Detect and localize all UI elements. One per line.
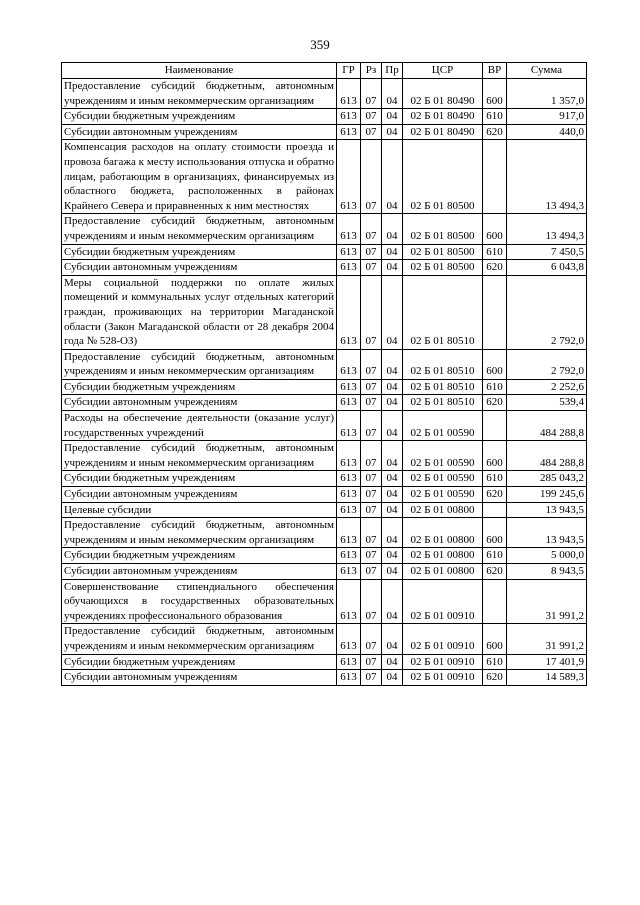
table-row xyxy=(62,548,587,564)
table-row xyxy=(62,79,587,109)
table-row xyxy=(62,654,587,670)
cell-name: Субсидии автономным учреждениям xyxy=(62,670,337,686)
table-row xyxy=(62,564,587,580)
cell-rz: 07 xyxy=(361,624,382,654)
cell-gr: 613 xyxy=(337,518,361,548)
cell-vr: 620 xyxy=(483,260,507,276)
cell-sum: 17 401,9 xyxy=(507,654,587,670)
cell-csr: 02 Б 01 00910 xyxy=(403,624,483,654)
cell-csr: 02 Б 01 00800 xyxy=(403,564,483,580)
cell-sum: 539,4 xyxy=(507,395,587,411)
cell-csr: 02 Б 01 00590 xyxy=(403,487,483,503)
header-csr: ЦСР xyxy=(403,63,483,79)
cell-vr xyxy=(483,502,507,518)
cell-pr: 04 xyxy=(382,244,403,260)
cell-pr: 04 xyxy=(382,379,403,395)
cell-pr: 04 xyxy=(382,441,403,471)
table-row xyxy=(62,487,587,503)
cell-csr: 02 Б 01 80510 xyxy=(403,395,483,411)
cell-gr: 613 xyxy=(337,214,361,244)
cell-name: Предоставление субсидий бюджетным, автономным учреждениям и иным некоммерческим организациям xyxy=(62,349,337,379)
cell-vr: 600 xyxy=(483,79,507,109)
cell-csr: 02 Б 01 80490 xyxy=(403,79,483,109)
cell-name: Предоставление субсидий бюджетным, автономным учреждениям и иным некоммерческим организациям xyxy=(62,624,337,654)
cell-name: Предоставление субсидий бюджетным, автономным учреждениям и иным некоммерческим организациям xyxy=(62,518,337,548)
cell-gr: 613 xyxy=(337,502,361,518)
cell-sum: 31 991,2 xyxy=(507,624,587,654)
cell-sum: 2 792,0 xyxy=(507,349,587,379)
cell-name: Расходы на обеспечение деятельности (оказание услуг) государственных учреждений xyxy=(62,411,337,441)
cell-csr: 02 Б 01 80500 xyxy=(403,260,483,276)
cell-pr: 04 xyxy=(382,654,403,670)
header-sum: Сумма xyxy=(507,63,587,79)
table-row xyxy=(62,275,587,349)
cell-sum: 8 943,5 xyxy=(507,564,587,580)
page-number: 359 xyxy=(310,37,330,52)
cell-rz: 07 xyxy=(361,441,382,471)
cell-rz: 07 xyxy=(361,379,382,395)
cell-pr: 04 xyxy=(382,518,403,548)
table-row xyxy=(62,395,587,411)
cell-vr: 610 xyxy=(483,379,507,395)
cell-rz: 07 xyxy=(361,244,382,260)
cell-pr: 04 xyxy=(382,487,403,503)
cell-gr: 613 xyxy=(337,624,361,654)
cell-gr: 613 xyxy=(337,441,361,471)
cell-vr: 600 xyxy=(483,441,507,471)
cell-csr: 02 Б 01 00910 xyxy=(403,670,483,686)
cell-gr: 613 xyxy=(337,379,361,395)
cell-rz: 07 xyxy=(361,124,382,140)
cell-sum: 13 943,5 xyxy=(507,518,587,548)
cell-pr: 04 xyxy=(382,670,403,686)
cell-csr: 02 Б 01 00910 xyxy=(403,654,483,670)
cell-pr: 04 xyxy=(382,79,403,109)
cell-csr: 02 Б 01 00590 xyxy=(403,471,483,487)
cell-name: Предоставление субсидий бюджетным, автономным учреждениям и иным некоммерческим организациям xyxy=(62,441,337,471)
table-row xyxy=(62,124,587,140)
cell-gr: 613 xyxy=(337,124,361,140)
cell-pr: 04 xyxy=(382,471,403,487)
cell-name: Меры социальной поддержки по оплате жилых помещений и коммунальных услуг отдельных категорий граждан, проживающих на территории Магаданской области (Закон Магаданской области от 28 декабря 2004 года № 528-ОЗ) xyxy=(62,275,337,349)
cell-sum: 7 450,5 xyxy=(507,244,587,260)
cell-gr: 613 xyxy=(337,349,361,379)
cell-name: Субсидии автономным учреждениям xyxy=(62,564,337,580)
cell-csr: 02 Б 01 80500 xyxy=(403,244,483,260)
table-row xyxy=(62,624,587,654)
table-row xyxy=(62,579,587,624)
cell-sum: 917,0 xyxy=(507,109,587,125)
header-name: Наименование xyxy=(62,63,337,79)
cell-gr: 613 xyxy=(337,471,361,487)
cell-pr: 04 xyxy=(382,624,403,654)
cell-vr: 620 xyxy=(483,124,507,140)
cell-csr: 02 Б 01 80490 xyxy=(403,124,483,140)
cell-sum: 5 000,0 xyxy=(507,548,587,564)
cell-rz: 07 xyxy=(361,275,382,349)
cell-name: Совершенствование стипендиального обеспечения обучающихся в государственных образовательных учреждениях профессионального образования xyxy=(62,579,337,624)
cell-sum: 31 991,2 xyxy=(507,579,587,624)
table-row xyxy=(62,441,587,471)
cell-csr: 02 Б 01 00800 xyxy=(403,502,483,518)
cell-name: Предоставление субсидий бюджетным, автономным учреждениям и иным некоммерческим организациям xyxy=(62,214,337,244)
header-vr: ВР xyxy=(483,63,507,79)
cell-pr: 04 xyxy=(382,214,403,244)
cell-vr xyxy=(483,275,507,349)
cell-name: Субсидии бюджетным учреждениям xyxy=(62,654,337,670)
cell-vr xyxy=(483,140,507,214)
table-body xyxy=(62,79,587,686)
cell-sum: 13 943,5 xyxy=(507,502,587,518)
table-row xyxy=(62,140,587,214)
cell-vr: 610 xyxy=(483,471,507,487)
cell-name: Субсидии бюджетным учреждениям xyxy=(62,471,337,487)
cell-rz: 07 xyxy=(361,411,382,441)
cell-rz: 07 xyxy=(361,140,382,214)
cell-vr: 600 xyxy=(483,518,507,548)
cell-vr: 600 xyxy=(483,214,507,244)
cell-vr: 600 xyxy=(483,349,507,379)
cell-name: Субсидии бюджетным учреждениям xyxy=(62,548,337,564)
cell-csr: 02 Б 01 00800 xyxy=(403,548,483,564)
header-gr: ГР xyxy=(337,63,361,79)
table-header-row xyxy=(62,63,587,79)
cell-vr xyxy=(483,411,507,441)
cell-vr: 610 xyxy=(483,654,507,670)
cell-rz: 07 xyxy=(361,502,382,518)
cell-csr: 02 Б 01 00590 xyxy=(403,441,483,471)
header-pr: Пр xyxy=(382,63,403,79)
cell-pr: 04 xyxy=(382,109,403,125)
cell-pr: 04 xyxy=(382,275,403,349)
table-row xyxy=(62,214,587,244)
cell-name: Субсидии автономным учреждениям xyxy=(62,487,337,503)
cell-name: Субсидии бюджетным учреждениям xyxy=(62,109,337,125)
cell-gr: 613 xyxy=(337,579,361,624)
cell-sum: 484 288,8 xyxy=(507,441,587,471)
cell-gr: 613 xyxy=(337,548,361,564)
cell-pr: 04 xyxy=(382,411,403,441)
cell-pr: 04 xyxy=(382,349,403,379)
cell-sum: 1 357,0 xyxy=(507,79,587,109)
cell-name: Целевые субсидии xyxy=(62,502,337,518)
table-row xyxy=(62,244,587,260)
cell-sum: 484 288,8 xyxy=(507,411,587,441)
cell-vr: 620 xyxy=(483,487,507,503)
cell-rz: 07 xyxy=(361,349,382,379)
cell-vr: 610 xyxy=(483,109,507,125)
cell-pr: 04 xyxy=(382,564,403,580)
cell-csr: 02 Б 01 80510 xyxy=(403,349,483,379)
cell-gr: 613 xyxy=(337,670,361,686)
cell-gr: 613 xyxy=(337,109,361,125)
table-row xyxy=(62,379,587,395)
cell-gr: 613 xyxy=(337,411,361,441)
cell-gr: 613 xyxy=(337,395,361,411)
cell-rz: 07 xyxy=(361,109,382,125)
cell-gr: 613 xyxy=(337,275,361,349)
cell-rz: 07 xyxy=(361,654,382,670)
cell-gr: 613 xyxy=(337,654,361,670)
cell-rz: 07 xyxy=(361,670,382,686)
cell-pr: 04 xyxy=(382,260,403,276)
cell-name: Субсидии автономным учреждениям xyxy=(62,124,337,140)
cell-sum: 199 245,6 xyxy=(507,487,587,503)
cell-vr xyxy=(483,579,507,624)
cell-rz: 07 xyxy=(361,260,382,276)
budget-table xyxy=(61,62,587,686)
cell-rz: 07 xyxy=(361,395,382,411)
table-row xyxy=(62,502,587,518)
header-rz: Рз xyxy=(361,63,382,79)
cell-rz: 07 xyxy=(361,487,382,503)
table-row xyxy=(62,411,587,441)
cell-sum: 2 792,0 xyxy=(507,275,587,349)
cell-sum: 285 043,2 xyxy=(507,471,587,487)
cell-csr: 02 Б 01 80500 xyxy=(403,140,483,214)
cell-sum: 6 043,8 xyxy=(507,260,587,276)
cell-pr: 04 xyxy=(382,395,403,411)
cell-vr: 620 xyxy=(483,564,507,580)
cell-gr: 613 xyxy=(337,244,361,260)
cell-name: Субсидии бюджетным учреждениям xyxy=(62,379,337,395)
cell-csr: 02 Б 01 00590 xyxy=(403,411,483,441)
cell-sum: 13 494,3 xyxy=(507,214,587,244)
cell-vr: 600 xyxy=(483,624,507,654)
cell-pr: 04 xyxy=(382,140,403,214)
cell-rz: 07 xyxy=(361,518,382,548)
cell-pr: 04 xyxy=(382,579,403,624)
cell-name: Компенсация расходов на оплату стоимости проезда и провоза багажа к месту использования отпуска и обратно лицам, работающим в организациях, финансируемых из областного бюджета, расположенных в районах Крайнего Севера и приравненных к ним местностях xyxy=(62,140,337,214)
cell-csr: 02 Б 01 80510 xyxy=(403,275,483,349)
cell-pr: 04 xyxy=(382,502,403,518)
cell-csr: 02 Б 01 80490 xyxy=(403,109,483,125)
cell-vr: 620 xyxy=(483,395,507,411)
cell-csr: 02 Б 01 00800 xyxy=(403,518,483,548)
cell-vr: 610 xyxy=(483,244,507,260)
cell-name: Субсидии автономным учреждениям xyxy=(62,260,337,276)
cell-sum: 14 589,3 xyxy=(507,670,587,686)
cell-rz: 07 xyxy=(361,579,382,624)
cell-sum: 440,0 xyxy=(507,124,587,140)
cell-rz: 07 xyxy=(361,79,382,109)
cell-csr: 02 Б 01 80510 xyxy=(403,379,483,395)
cell-sum: 13 494,3 xyxy=(507,140,587,214)
cell-gr: 613 xyxy=(337,140,361,214)
cell-vr: 610 xyxy=(483,548,507,564)
cell-vr: 620 xyxy=(483,670,507,686)
cell-rz: 07 xyxy=(361,548,382,564)
cell-name: Субсидии бюджетным учреждениям xyxy=(62,244,337,260)
table-row xyxy=(62,349,587,379)
table-row xyxy=(62,518,587,548)
cell-csr: 02 Б 01 00910 xyxy=(403,579,483,624)
cell-pr: 04 xyxy=(382,124,403,140)
cell-gr: 613 xyxy=(337,260,361,276)
table-row xyxy=(62,260,587,276)
cell-csr: 02 Б 01 80500 xyxy=(403,214,483,244)
cell-sum: 2 252,6 xyxy=(507,379,587,395)
table-row xyxy=(62,471,587,487)
cell-pr: 04 xyxy=(382,548,403,564)
cell-rz: 07 xyxy=(361,471,382,487)
cell-rz: 07 xyxy=(361,214,382,244)
cell-gr: 613 xyxy=(337,487,361,503)
table-row xyxy=(62,670,587,686)
table-row xyxy=(62,109,587,125)
cell-gr: 613 xyxy=(337,564,361,580)
cell-name: Предоставление субсидий бюджетным, автономным учреждениям и иным некоммерческим организациям xyxy=(62,79,337,109)
cell-rz: 07 xyxy=(361,564,382,580)
cell-name: Субсидии автономным учреждениям xyxy=(62,395,337,411)
cell-gr: 613 xyxy=(337,79,361,109)
